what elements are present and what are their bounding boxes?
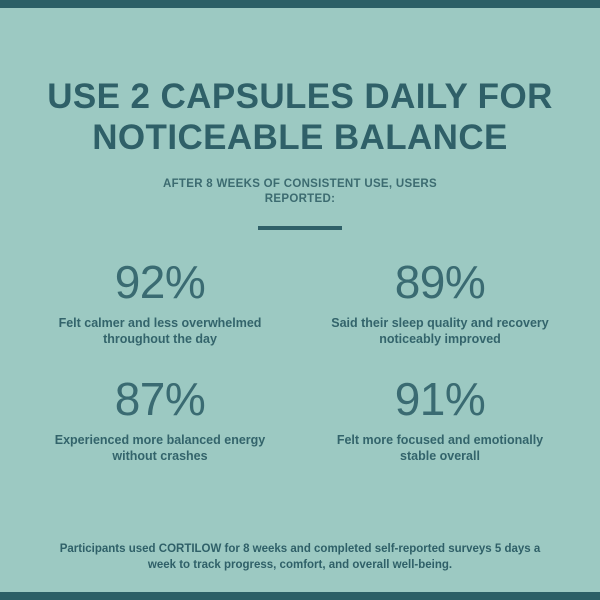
stat-label: Felt more focused and emotionally stable overall [336, 432, 544, 464]
stat-value: 91% [394, 373, 486, 426]
divider [258, 226, 342, 230]
stat-item [20, 373, 300, 464]
stat-label: Experienced more balanced energy without crashes [54, 432, 266, 464]
page-title: USE 2 CAPSULES DAILY FOR NOTICEABLE BALANCE [47, 77, 553, 158]
stat-value: 92% [114, 255, 206, 308]
subheading: AFTER 8 WEEKS OF CONSISTENT USE, USERS REPORTED: [162, 177, 437, 206]
stat-item [300, 256, 580, 347]
stat-label: Said their sleep quality and recovery noticeably improved [331, 315, 549, 346]
stats-grid [20, 256, 580, 491]
poster-body [0, 8, 600, 592]
stat-value: 87% [114, 373, 206, 426]
stat-item [300, 373, 580, 464]
footnote: Participants used CORTILOW for 8 weeks and completed self-reported surveys 5 days a week to track progress, comfort, and overall well-being. [59, 542, 541, 572]
stat-value: 89% [394, 255, 486, 308]
stat-label: Felt calmer and less overwhelmed throughout the day [58, 315, 262, 346]
stat-item [20, 256, 300, 347]
